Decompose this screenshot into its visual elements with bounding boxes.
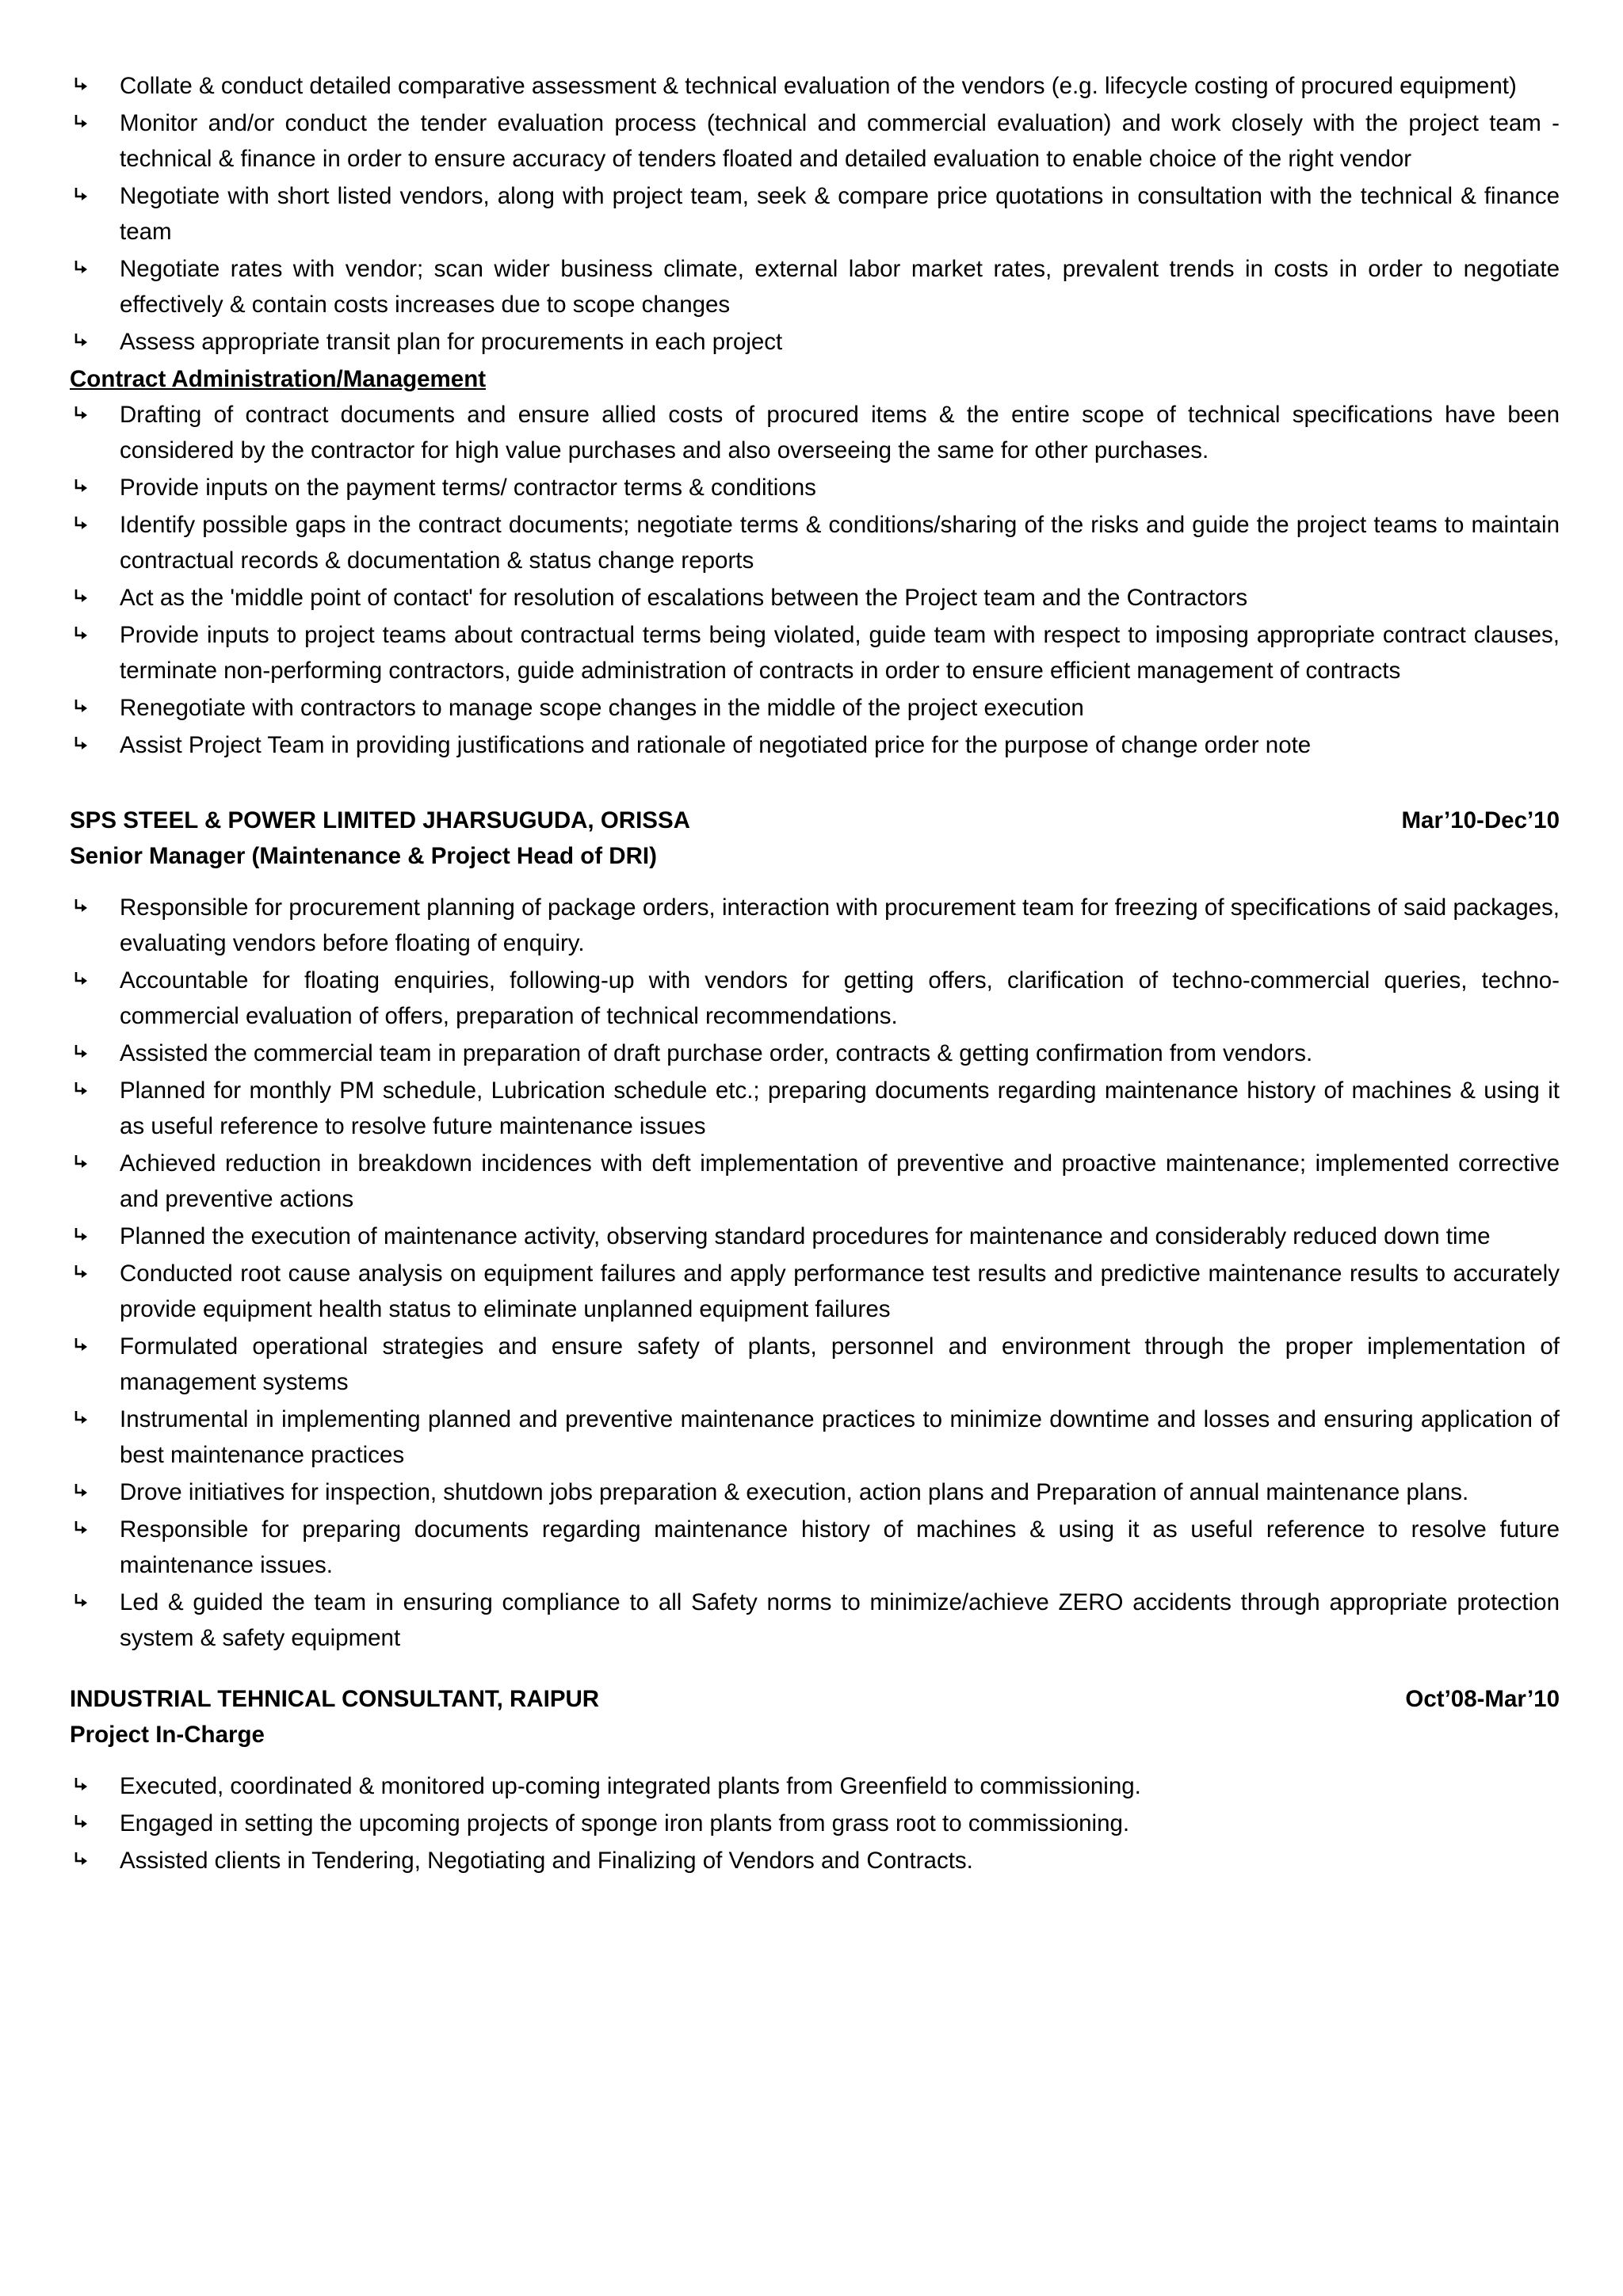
bullet-text: Achieved reduction in breakdown incidences with deft implementation of preventive and proactive maintenance; implemented corrective and preventive actions: [120, 1150, 1560, 1212]
bullet-item: [70, 1474, 1560, 1510]
bullet-item: [70, 580, 1560, 616]
bullet-text: Negotiate with short listed vendors, along with project team, seek & compare price quotations in consultation with the technical & finance team: [120, 183, 1560, 245]
contract-bullet-list: [70, 397, 1560, 763]
bullet-text: Identify possible gaps in the contract documents; negotiate terms & conditions/sharing of the risks and guide the project teams to maintain contractual records & documentation & status change reports: [120, 512, 1560, 574]
job-bullet-list: [70, 890, 1560, 1656]
bullet-text: Engaged in setting the upcoming projects of sponge iron plants from grass root to commissioning.: [120, 1810, 1130, 1836]
bullet-item: [70, 1219, 1560, 1254]
role-title: Project In-Charge: [70, 1722, 265, 1748]
arrow-bullet-icon: [73, 971, 90, 989]
job-dates: Oct’08-Mar’10: [1405, 1686, 1560, 1712]
bullet-item: [70, 617, 1560, 688]
bullet-item: [70, 690, 1560, 726]
procurement-bullet-list: [70, 68, 1560, 360]
job-bullet-list: [70, 1768, 1560, 1878]
bullet-item: [70, 470, 1560, 505]
arrow-bullet-icon: [73, 114, 90, 132]
job-industrial-technical-consultant: [70, 1681, 1560, 1878]
role-title: Senior Manager (Maintenance & Project Head of DRI): [70, 843, 657, 869]
bullet-item: [70, 1843, 1560, 1878]
arrow-bullet-icon: [73, 626, 90, 643]
arrow-bullet-icon: [73, 1410, 90, 1428]
bullet-text: Planned for monthly PM schedule, Lubrication schedule etc.; preparing documents regarding maintenance history of machines & using it as useful reference to resolve future maintenance issues: [120, 1077, 1560, 1139]
company-name: INDUSTRIAL TEHNICAL CONSULTANT, RAIPUR: [70, 1686, 600, 1712]
bullet-text: Assess appropriate transit plan for procurements in each project: [120, 329, 783, 355]
arrow-bullet-icon: [73, 1814, 90, 1832]
bullet-text: Drove initiatives for inspection, shutdown jobs preparation & execution, action plans and Preparation of annual maintenance plans.: [120, 1479, 1469, 1505]
job-dates: Mar’10-Dec’10: [1401, 807, 1560, 833]
bullet-item: [70, 68, 1560, 104]
bullet-text: Accountable for floating enquiries, following-up with vendors for getting offers, clarification of techno-commercial queries, techno-commercial evaluation of offers, preparation of technical recommendations.: [120, 967, 1560, 1029]
bullet-text: Negotiate rates with vendor; scan wider business climate, external labor market rates, prevalent trends in costs in order to negotiate effectively & contain costs increases due to scope changes: [120, 256, 1560, 318]
bullet-item: [70, 1035, 1560, 1071]
bullet-item: [70, 1585, 1560, 1656]
arrow-bullet-icon: [73, 1044, 90, 1062]
bullet-item: [70, 1146, 1560, 1217]
job-sps-steel: [70, 803, 1560, 1656]
arrow-bullet-icon: [73, 1852, 90, 1869]
bullet-text: Formulated operational strategies and ensure safety of plants, personnel and environment through the proper implementation of management systems: [120, 1333, 1560, 1395]
bullet-item: [70, 324, 1560, 360]
bullet-item: [70, 727, 1560, 763]
bullet-text: Assisted clients in Tendering, Negotiating and Finalizing of Vendors and Contracts.: [120, 1848, 973, 1874]
arrow-bullet-icon: [73, 1777, 90, 1794]
bullet-item: [70, 1806, 1560, 1841]
bullet-text: Planned the execution of maintenance activity, observing standard procedures for maintenance and considerably reduced down time: [120, 1223, 1491, 1249]
bullet-text: Executed, coordinated & monitored up-coming integrated plants from Greenfield to commissioning.: [120, 1773, 1141, 1799]
arrow-bullet-icon: [73, 187, 90, 204]
bullet-text: Collate & conduct detailed comparative assessment & technical evaluation of the vendors (e.g. lifecycle costing of procured equipment): [120, 73, 1517, 99]
contract-section-heading: Contract Administration/Management: [70, 366, 487, 392]
bullet-item: [70, 1256, 1560, 1327]
arrow-bullet-icon: [73, 1227, 90, 1245]
bullet-item: [70, 1402, 1560, 1473]
bullet-item: [70, 890, 1560, 961]
arrow-bullet-icon: [73, 479, 90, 496]
bullet-text: Conducted root cause analysis on equipment failures and apply performance test results and predictive maintenance results to accurately provide equipment health status to eliminate unplanned equipment failures: [120, 1261, 1560, 1322]
bullet-text: Drafting of contract documents and ensure allied costs of procured items & the entire scope of technical specifications have been considered by the contractor for high value purchases and also overseeing the same for other purchases.: [120, 402, 1560, 463]
company-row: [70, 803, 1560, 838]
arrow-bullet-icon: [73, 1520, 90, 1538]
bullet-item: [70, 1768, 1560, 1804]
bullet-text: Instrumental in implementing planned and preventive maintenance practices to minimize downtime and losses and ensuring application of best maintenance practices: [120, 1406, 1560, 1468]
arrow-bullet-icon: [73, 1483, 90, 1501]
bullet-item: [70, 963, 1560, 1034]
bullet-text: Responsible for preparing documents regarding maintenance history of machines & using it as useful reference to resolve future maintenance issues.: [120, 1516, 1560, 1578]
bullet-text: Assist Project Team in providing justifications and rationale of negotiated price for the purpose of change order note: [120, 732, 1312, 758]
arrow-bullet-icon: [73, 589, 90, 606]
arrow-bullet-icon: [73, 260, 90, 277]
bullet-item: [70, 507, 1560, 578]
arrow-bullet-icon: [73, 898, 90, 916]
bullet-item: [70, 1073, 1560, 1144]
bullet-text: Assisted the commercial team in preparation of draft purchase order, contracts & getting confirmation from vendors.: [120, 1040, 1313, 1066]
bullet-item: [70, 1512, 1560, 1583]
bullet-text: Led & guided the team in ensuring compliance to all Safety norms to minimize/achieve ZERO accidents through appropriate protection system & safety equipment: [120, 1589, 1560, 1651]
arrow-bullet-icon: [73, 1264, 90, 1282]
bullet-item: [70, 251, 1560, 322]
bullet-text: Monitor and/or conduct the tender evaluation process (technical and commercial evaluation) and work closely with the project team - technical & finance in order to ensure accuracy of tenders floated and detailed evaluation to enable choice of the right vendor: [120, 110, 1560, 172]
bullet-item: [70, 105, 1560, 177]
arrow-bullet-icon: [73, 1154, 90, 1172]
bullet-item: [70, 178, 1560, 250]
bullet-text: Provide inputs to project teams about contractual terms being violated, guide team with respect to imposing appropriate contract clauses, terminate non-performing contractors, guide administration of contracts in order to ensure efficient management of contracts: [120, 622, 1560, 684]
arrow-bullet-icon: [73, 699, 90, 716]
arrow-bullet-icon: [73, 1593, 90, 1611]
bullet-text: Renegotiate with contractors to manage scope changes in the middle of the project execution: [120, 695, 1084, 721]
arrow-bullet-icon: [73, 406, 90, 423]
arrow-bullet-icon: [73, 333, 90, 350]
arrow-bullet-icon: [73, 77, 90, 94]
bullet-item: [70, 397, 1560, 468]
company-row: [70, 1681, 1560, 1717]
bullet-text: Responsible for procurement planning of package orders, interaction with procurement team for freezing of specifications of said packages, evaluating vendors before floating of enquiry.: [120, 894, 1560, 956]
bullet-text: Provide inputs on the payment terms/ contractor terms & conditions: [120, 475, 816, 501]
arrow-bullet-icon: [73, 1337, 90, 1355]
arrow-bullet-icon: [73, 516, 90, 533]
arrow-bullet-icon: [73, 736, 90, 753]
bullet-text: Act as the 'middle point of contact' for resolution of escalations between the Project team and the Contractors: [120, 585, 1248, 611]
arrow-bullet-icon: [73, 1081, 90, 1099]
bullet-item: [70, 1329, 1560, 1400]
company-name: SPS STEEL & POWER LIMITED JHARSUGUDA, ORISSA: [70, 807, 690, 833]
